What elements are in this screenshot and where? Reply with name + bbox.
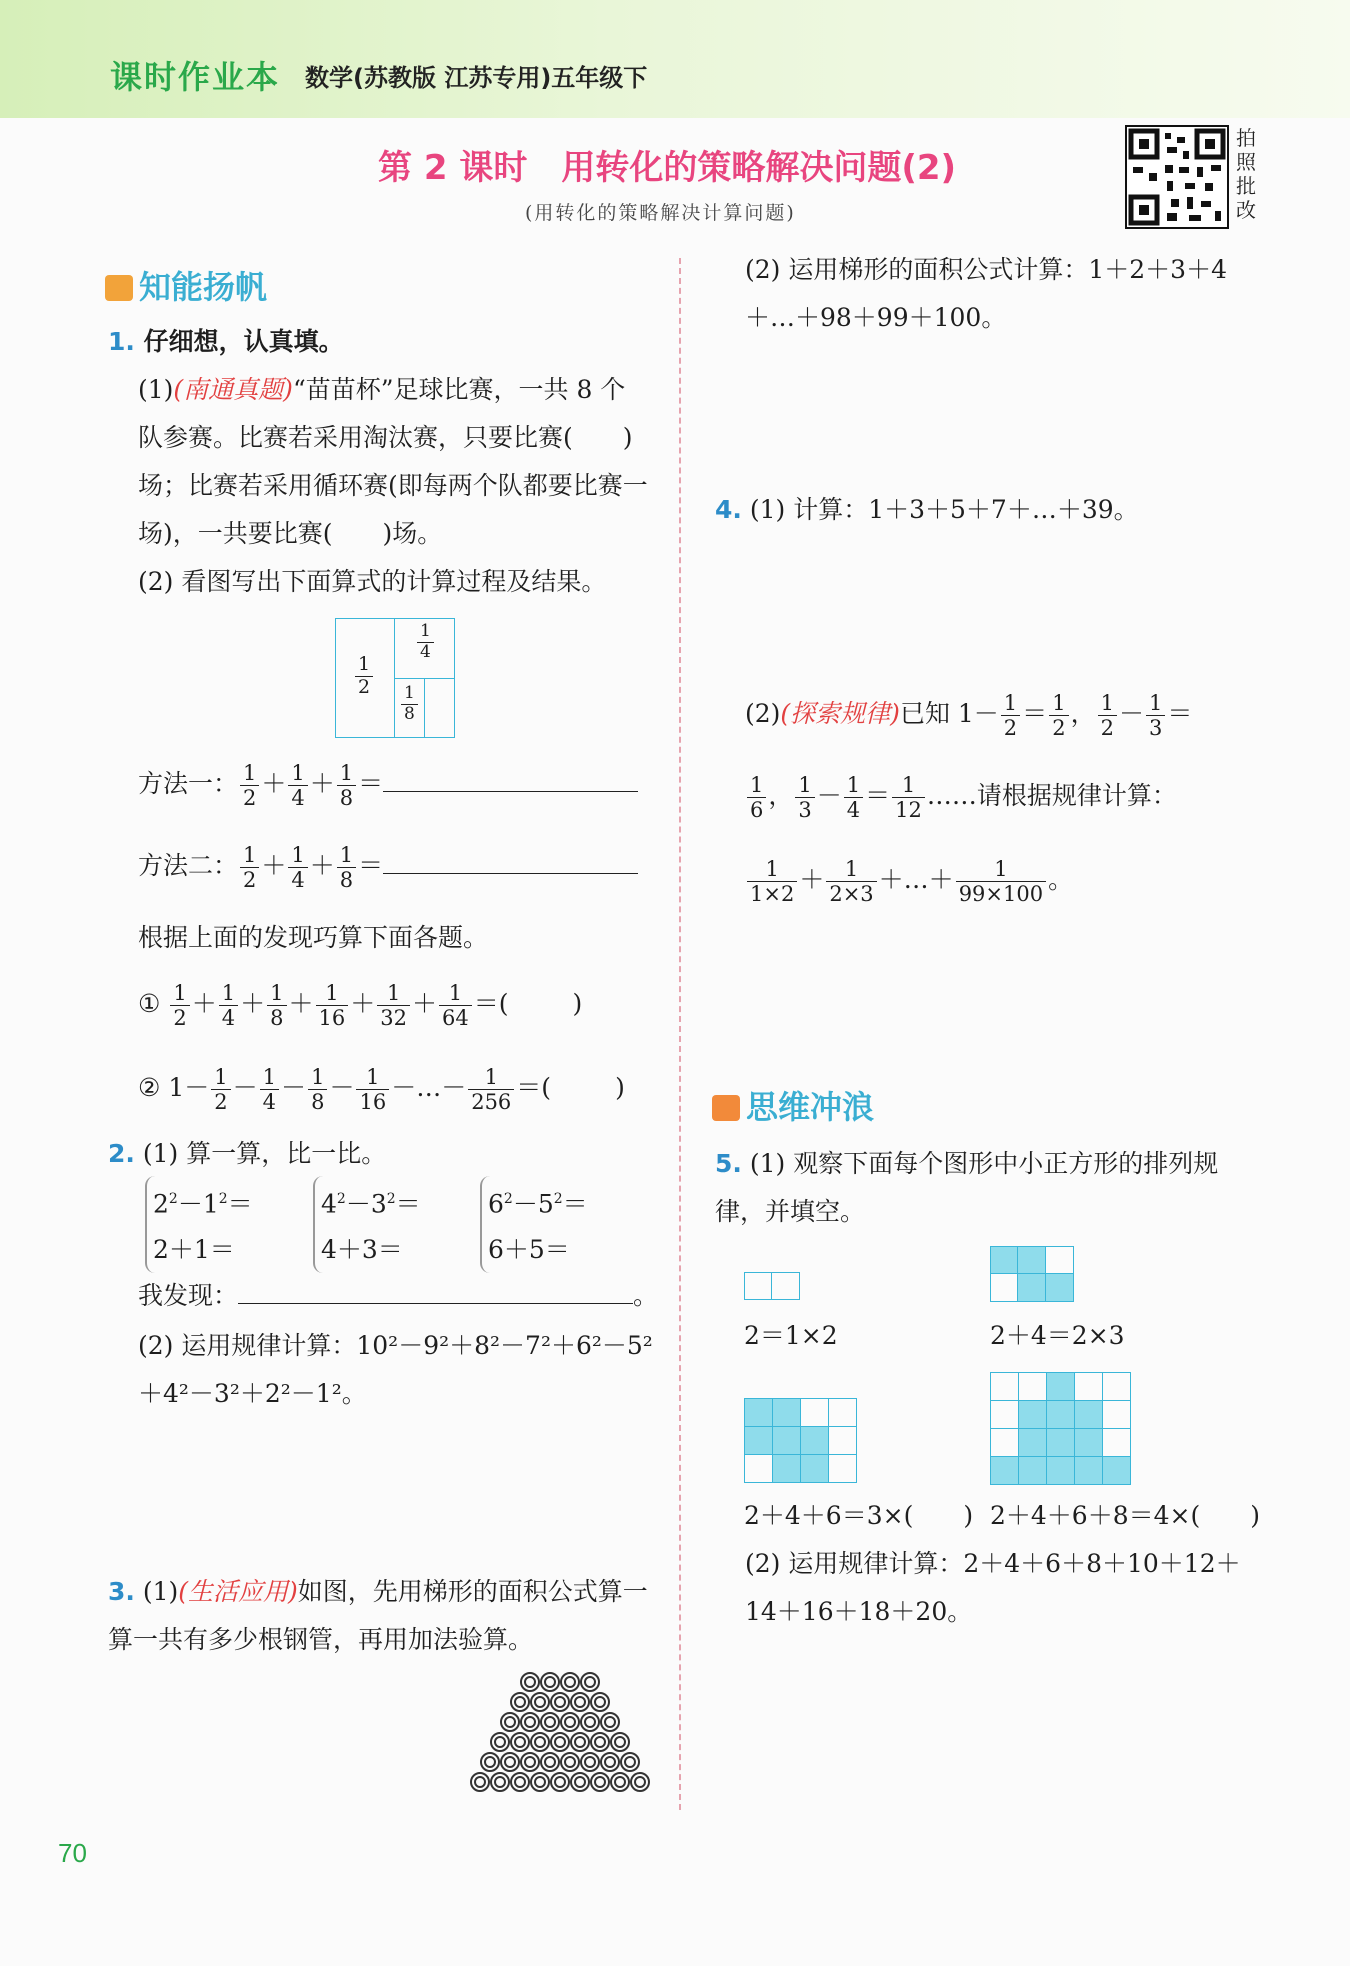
method2-label: 方法二： — [138, 851, 239, 880]
lesson-subtitle: (用转化的策略解决计算问题) — [525, 202, 796, 224]
method1-line: 方法一： $\frac{1}{2}$ ＋ $\frac{1}{4}$ ＋ $\frac{1}{8}$ ＝ — [138, 760, 638, 810]
steel-pipe — [501, 1713, 519, 1731]
steel-pipe-hole — [575, 1777, 585, 1787]
steel-pipe-hole — [495, 1737, 505, 1747]
steel-pipe-hole — [505, 1717, 515, 1727]
steel-pipe-hole — [585, 1757, 595, 1767]
q4-part2-line2: $\frac{1}{6}$ ， $\frac{1}{3}$ － $\frac{1}{4}$ ＝ $\frac{1}{12}$ ……请根据规律计算： — [745, 772, 1177, 822]
steel-pipe — [581, 1713, 599, 1731]
steel-pipe — [561, 1713, 579, 1731]
grid-square — [1018, 1400, 1047, 1429]
grid-square — [772, 1454, 801, 1483]
section-knowledge-label: 知能扬帆 — [139, 268, 268, 306]
steel-pipe-hole — [545, 1757, 555, 1767]
calc2-marker: ② — [138, 1073, 161, 1102]
grid-square — [744, 1398, 773, 1427]
steel-pipe-stack-figure — [460, 1670, 660, 1800]
q2-part2: (2) 运用规律计算：10²－9²＋8²－7²＋6²－5²＋4²－3²＋2²－1²。 — [138, 1331, 653, 1408]
grid-square — [800, 1454, 829, 1483]
q3-part1 — [108, 1568, 658, 1664]
q1-heading — [108, 318, 344, 366]
method1-label: 方法一： — [138, 769, 239, 798]
steel-pipe-hole — [595, 1737, 605, 1747]
square-pattern-2 — [990, 1246, 1074, 1302]
steel-pipe — [521, 1713, 539, 1731]
q1-part1 — [138, 366, 648, 558]
steel-pipe — [571, 1693, 589, 1711]
steel-pipe — [541, 1673, 559, 1691]
steel-pipe-hole — [585, 1717, 595, 1727]
steel-pipe-hole — [575, 1697, 585, 1707]
fraction-area-figure — [335, 618, 455, 738]
steel-pipe-hole — [605, 1717, 615, 1727]
q4-p2-rule-text: ……请根据规律计算： — [926, 781, 1177, 810]
q2-found-label: 我发现： — [138, 1281, 239, 1310]
q4-part2-line1: (2)(探索规律)已知 1－ $\frac{1}{2}$ ＝ $\frac{1}{2}$ ， $\frac{1}{2}$ － $\frac{1}{3}$ ＝ — [745, 690, 1193, 740]
steel-pipe — [551, 1693, 569, 1711]
steel-pipe-hole — [615, 1737, 625, 1747]
quarter-label: $\frac{1}{4}$ — [417, 622, 434, 662]
page-number: 70 — [58, 1838, 87, 1868]
steel-pipe-hole — [495, 1777, 505, 1787]
grid-square — [1074, 1372, 1103, 1401]
grid-square — [1046, 1372, 1075, 1401]
grid-square — [1102, 1372, 1131, 1401]
steel-pipe-hole — [545, 1677, 555, 1687]
grid-square — [1102, 1456, 1131, 1485]
steel-pipe — [531, 1773, 549, 1791]
steel-pipe — [591, 1773, 609, 1791]
steel-pipe-hole — [485, 1757, 495, 1767]
steel-pipe — [501, 1753, 519, 1771]
section-thinking-label: 思维冲浪 — [746, 1088, 875, 1126]
steel-pipe — [521, 1673, 539, 1691]
q4-part1 — [715, 486, 1139, 534]
remaining-region — [424, 678, 455, 738]
grid-square — [1046, 1400, 1075, 1429]
grid-square — [772, 1398, 801, 1427]
grid-square — [828, 1398, 857, 1427]
q3-p1-tag: (生活应用) — [178, 1577, 298, 1606]
q1-number: 1. — [108, 327, 135, 356]
steel-pipe-hole — [505, 1757, 515, 1767]
calc1-marker: ① — [138, 989, 161, 1018]
steel-pipe-hole — [525, 1677, 535, 1687]
grid-square — [990, 1400, 1019, 1429]
grid-square — [744, 1454, 773, 1483]
steel-pipe-hole — [525, 1717, 535, 1727]
steel-pipe-hole — [475, 1777, 485, 1787]
steel-pipe-hole — [515, 1737, 525, 1747]
lesson-title: 第 2 课时 用转化的策略解决问题(2) — [378, 148, 957, 188]
q5-p1-text: (1) 观察下面每个图形中小正方形的排列规律，并填空。 — [715, 1149, 1219, 1226]
grid-square — [1102, 1400, 1131, 1429]
compare-group-1: $2^2-1^2=$ 2＋1＝ — [145, 1176, 253, 1273]
q1-p1-tag: (南通真题) — [173, 375, 293, 404]
steel-pipe-hole — [555, 1777, 565, 1787]
steel-pipe — [511, 1773, 529, 1791]
steel-pipe — [561, 1673, 579, 1691]
square-pattern-3 — [744, 1398, 856, 1482]
q4-part2-expression: $\frac{1}{1\times 2}$ ＋ $\frac{1}{2\times 3}$ ＋…＋ $\frac{1}{99\times 100}$ 。 — [745, 856, 1073, 906]
steel-pipe — [481, 1753, 499, 1771]
steel-pipe — [571, 1773, 589, 1791]
q4-p1-text: (1) 计算：1＋3＋5＋7＋…＋39。 — [749, 495, 1139, 524]
grid-square — [800, 1398, 829, 1427]
steel-pipe — [581, 1673, 599, 1691]
q4-p2-tag: (探索规律) — [780, 699, 900, 728]
steel-pipe — [541, 1713, 559, 1731]
steel-pipe — [611, 1733, 629, 1751]
steel-pipe — [611, 1773, 629, 1791]
method2-line: 方法二： $\frac{1}{2}$ ＋ $\frac{1}{4}$ ＋ $\frac{1}{8}$ ＝ — [138, 842, 638, 892]
steel-pipe-hole — [615, 1777, 625, 1787]
steel-pipe-hole — [575, 1737, 585, 1747]
steel-pipe-hole — [525, 1757, 535, 1767]
steel-pipe-hole — [625, 1757, 635, 1767]
grid-square — [1046, 1456, 1075, 1485]
q2-found-line: 我发现： 。 — [138, 1281, 659, 1310]
q2-part1 — [108, 1130, 386, 1178]
steel-pipe-hole — [545, 1717, 555, 1727]
steel-pipe — [511, 1733, 529, 1751]
compare-group-2: $4^2-3^2=$ 4＋3＝ — [313, 1176, 421, 1273]
q2-number: 2. — [108, 1139, 135, 1168]
grid-square — [828, 1454, 857, 1483]
subject-line: 数学(苏教版 江苏专用)五年级下 — [305, 64, 648, 92]
grid-square — [1074, 1428, 1103, 1457]
grid-square — [1074, 1456, 1103, 1485]
grid-square — [1102, 1428, 1131, 1457]
steel-pipe-hole — [595, 1697, 605, 1707]
steel-pipe-hole — [595, 1777, 605, 1787]
calc2-line: ② 1－ $\frac{1}{2}$ － $\frac{1}{4}$ － $\frac{1}{8}$ － $\frac{1}{16}$ －…－ $\frac{1}{256}$ ＝( ) — [138, 1064, 625, 1114]
steel-pipe — [491, 1773, 509, 1791]
steel-pipe — [541, 1753, 559, 1771]
steel-pipe-hole — [635, 1777, 645, 1787]
q2-found-blank[interactable] — [238, 1303, 633, 1304]
q2-p1-text: (1) 算一算，比一比。 — [142, 1139, 387, 1168]
grid-square — [1018, 1372, 1047, 1401]
steel-pipe — [531, 1733, 549, 1751]
q1-p1-text: “苗苗杯”足球比赛，一共 8 个队参赛。比赛若采用淘汰赛，只要比赛( )场；比赛若采用循环赛(即每两个队都要比赛一场)，一共要比赛( )场。 — [138, 375, 648, 548]
q4-p2-label: (2) — [745, 699, 781, 728]
steel-pipe-hole — [555, 1737, 565, 1747]
steel-pipe — [521, 1753, 539, 1771]
q3-part2: (2) 运用梯形的面积公式计算：1＋2＋3＋4＋…＋98＋99＋100。 — [745, 255, 1227, 332]
steel-pipe-hole — [535, 1737, 545, 1747]
grid-square — [800, 1426, 829, 1455]
half-label: $\frac{1}{2}$ — [355, 654, 373, 699]
q1-part2: (2) 看图写出下面算式的计算过程及结果。 — [138, 567, 607, 596]
compare-group-3: $6^2-5^2=$ 6＋5＝ — [480, 1176, 588, 1273]
steel-pipe — [631, 1773, 649, 1791]
q3-p1-label: (1) — [142, 1577, 179, 1606]
steel-pipe — [511, 1693, 529, 1711]
steel-pipe — [591, 1733, 609, 1751]
method2-answer-blank[interactable] — [383, 873, 638, 874]
steel-pipe — [531, 1693, 549, 1711]
steel-pipe-hole — [565, 1757, 575, 1767]
steel-pipe — [491, 1733, 509, 1751]
section-thinking — [712, 1082, 874, 1128]
calc1-line: ① $\frac{1}{2}$ ＋ $\frac{1}{4}$ ＋ $\frac{1}{8}$ ＋ $\frac{1}{16}$ ＋ $\frac{1}{32}$ ＋ $\frac{1}{64}$ ＝( ) — [138, 980, 583, 1030]
square-pattern-1 — [744, 1272, 800, 1300]
steel-pipe — [471, 1773, 489, 1791]
q5-part2: (2) 运用规律计算：2＋4＋6＋8＋10＋12＋14＋16＋18＋20。 — [745, 1549, 1241, 1626]
steel-pipe — [601, 1753, 619, 1771]
column-divider — [679, 258, 681, 1810]
steel-pipe — [551, 1773, 569, 1791]
eighth-label: $\frac{1}{8}$ — [401, 684, 418, 724]
grid-square — [990, 1456, 1019, 1485]
steel-pipe-hole — [585, 1677, 595, 1687]
eq1: 2＝1×2 — [744, 1321, 838, 1350]
method1-answer-blank[interactable] — [383, 791, 638, 792]
eq2: 2＋4＝2×3 — [990, 1321, 1125, 1350]
steel-pipe — [621, 1753, 639, 1771]
steel-pipe — [581, 1753, 599, 1771]
grid-square — [1074, 1400, 1103, 1429]
q1-p1-label: (1) — [138, 375, 174, 404]
steel-pipe-hole — [515, 1777, 525, 1787]
eq3: 2＋4＋6＝3×( ) — [744, 1501, 974, 1530]
steel-pipe-hole — [565, 1677, 575, 1687]
qr-code-icon[interactable] — [1125, 125, 1229, 229]
grid-square — [990, 1428, 1019, 1457]
grid-square — [828, 1426, 857, 1455]
q4-number: 4. — [715, 495, 742, 524]
section-knowledge — [105, 262, 267, 308]
wave-icon — [712, 1095, 740, 1121]
q3-number: 3. — [108, 1577, 135, 1606]
grid-square — [990, 1372, 1019, 1401]
grid-square — [744, 1426, 773, 1455]
grid-square — [1046, 1428, 1075, 1457]
book-brand: 课时作业本 — [110, 58, 281, 96]
grid-square — [1018, 1428, 1047, 1457]
steel-pipe — [571, 1733, 589, 1751]
sail-icon — [105, 275, 133, 301]
steel-pipe — [591, 1693, 609, 1711]
qr-label: 拍照批改 — [1236, 126, 1256, 222]
steel-pipe-hole — [535, 1777, 545, 1787]
steel-pipe — [561, 1753, 579, 1771]
q5-number: 5. — [715, 1149, 742, 1178]
steel-pipe — [551, 1733, 569, 1751]
steel-pipe — [601, 1713, 619, 1731]
square-pattern-4 — [990, 1372, 1130, 1484]
q3-p1-text: 如图，先用梯形的面积公式算一算一共有多少根钢管，再用加法验算。 — [108, 1577, 648, 1654]
grid-square — [772, 1426, 801, 1455]
discover-line: 根据上面的发现巧算下面各题。 — [138, 923, 489, 952]
steel-pipe-hole — [605, 1757, 615, 1767]
steel-pipe-hole — [515, 1697, 525, 1707]
steel-pipe-hole — [565, 1717, 575, 1727]
steel-pipe-hole — [535, 1697, 545, 1707]
steel-pipe-hole — [555, 1697, 565, 1707]
grid-square — [1018, 1456, 1047, 1485]
eq4: 2＋4＋6＋8＝4×( ) — [990, 1501, 1260, 1530]
q1-title: 仔细想，认真填。 — [143, 327, 344, 356]
q5-part1 — [715, 1140, 1260, 1236]
q4-p2-lead: 已知 1－ — [899, 699, 999, 728]
